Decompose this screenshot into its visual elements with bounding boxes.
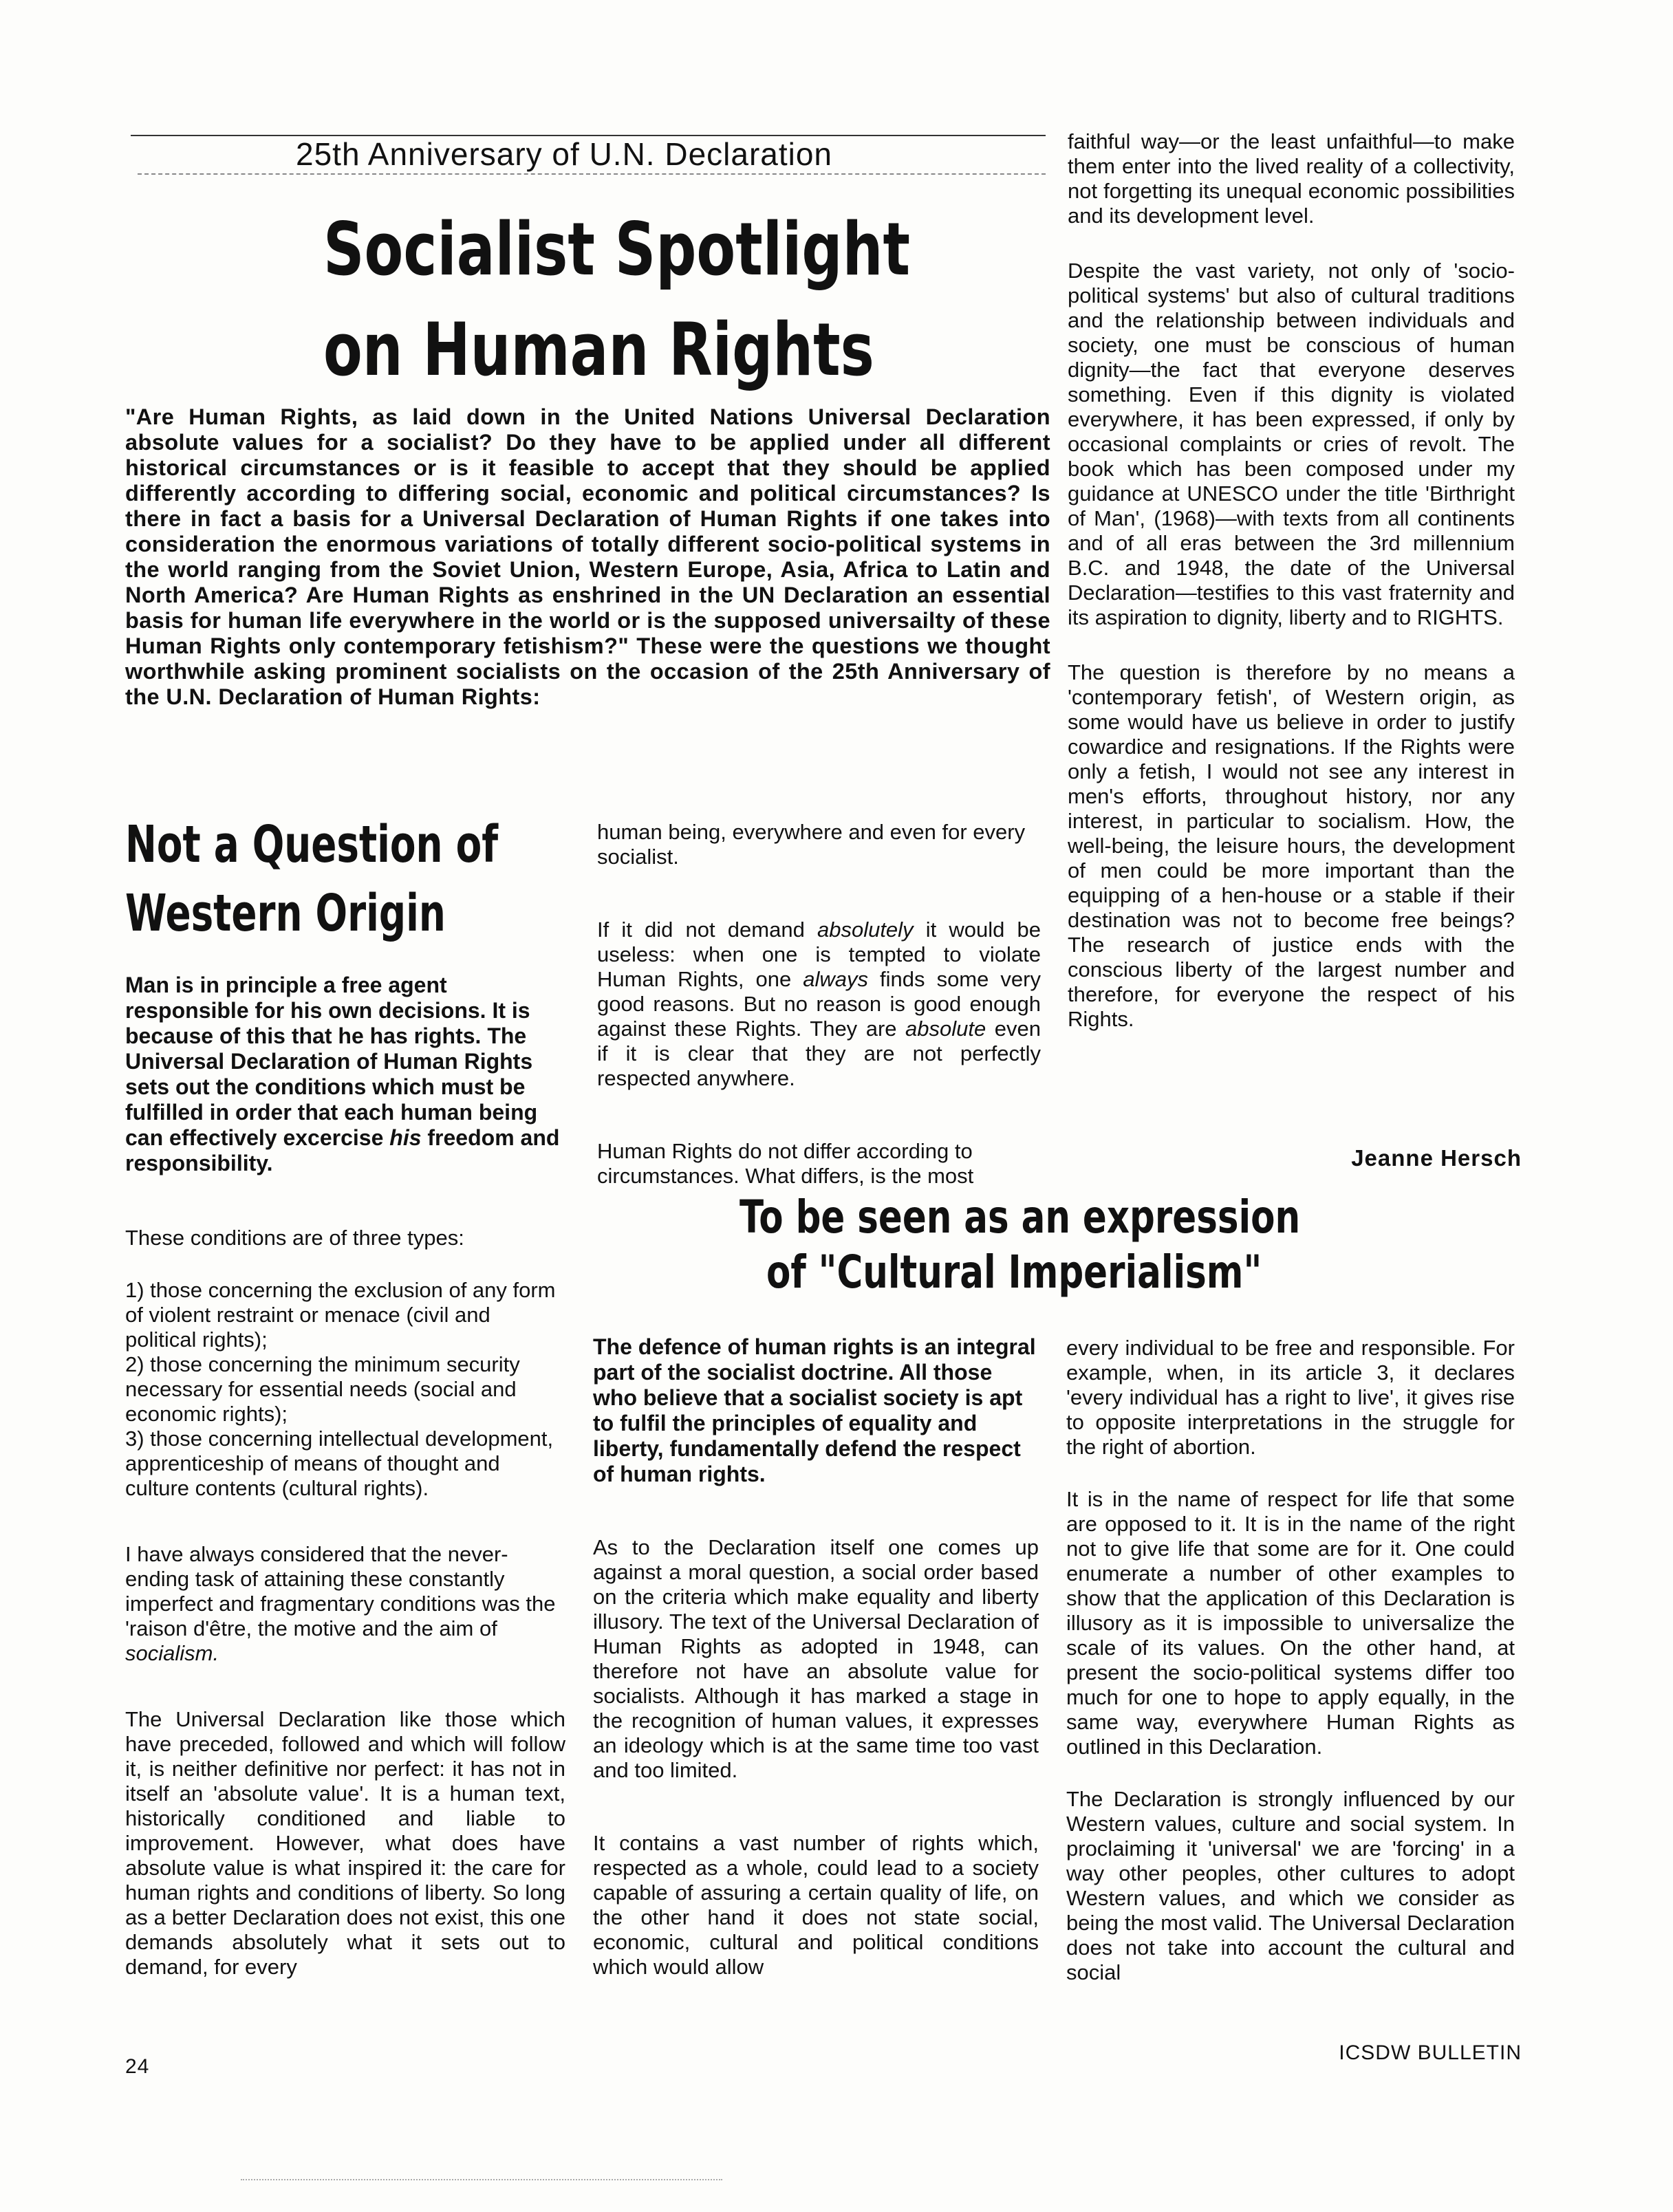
paragraph-universal-declaration: The Universal Declaration like those which have preceded, followed and which will follow it, is neither definitive nor perfect: it has not in itself an 'absolute value'. It is a human text, historically conditioned and liable to improvement. However, what does have absolute value is what inspired it: the care for human rights and conditions of liberty. So long as a better Declaration does not exist, this one demands absolutely what it sets out to demand, for every (125, 1707, 565, 1979)
article1-title-line-1: Not a Question of (125, 815, 499, 874)
paragraph-despite: Despite the vast variety, not only of 'socio-political systems' but also of cultural traditions and the relationship between individuals and society, one must be conscious of human dignity—the fact that everyone deserves something. Even if this dignity is violated everywhere, it has been expressed, if only by occasional complaints or cries of revolt. The book which has been composed under my guidance at UNESCO under the title 'Birthright of Man', (1968)—with texts from all continents and of all eras between the 3rd millennium B.C. and 1948, the date of the Universal Declaration—testifies to this vast fraternity and its aspiration to dignity, liberty and to RIGHTS. (1068, 259, 1515, 629)
kicker-rule-bottom (138, 173, 1046, 175)
article1-lead: Man is in principle a free agent responsible for his own decisions. It is because of this that he has rights. The Universal Declaration of Human Rights sets out the conditions which must be fulfilled in order that each human being can effectively excercise his freedom and responsibility. (125, 973, 560, 1175)
paragraph-socialism: I have always considered that the never-ending task of attaining these constantly imperfect and fragmentary conditions was the 'raison d'être, the motive and the aim of socialism. (125, 1542, 556, 1665)
list-item: 1) those concerning the exclusion of any form of violent restraint or menace (civil and political rights); (125, 1278, 556, 1352)
page-number: 24 (125, 2055, 150, 2078)
headline-line-2: on Human Rights (323, 307, 874, 392)
article1-title (125, 810, 498, 948)
page-headline (323, 199, 911, 400)
conditions-intro: These conditions are of three types: (125, 1226, 464, 1250)
intro-paragraph: "Are Human Rights, as laid down in the United Nations Universal Declaration absolute values for a socialist? Do they have to be applied under all different historical circumstances or is it feasible to accept that they should be applied differently according to differing social, economic and political circumstances? Is there in fact a basis for a Universal Declaration of Human Rights if one takes into consideration the enormous variations of totally different socio-political systems in the world ranging from the Soviet Union, Western Europe, Asia, Africa to Latin and North America? Are Human Rights as enshrined in the UN Declaration an essential basis for human life everywhere in the world or is the supposed universailty of these Human Rights only contemporary fetishism?" These were the questions we thought worthwhile asking prominent socialists on the occasion of the 25th Anniversary of the U.N. Declaration of Human Rights: (125, 404, 1050, 709)
kicker-title: 25th Anniversary of U.N. Declaration (296, 136, 833, 172)
article1-column-2 (597, 820, 1041, 1189)
article1-column-1 (125, 973, 565, 1980)
paragraph-declaration-itself: As to the Declaration itself one comes up against a moral question, a social order based on the criteria which make equality and liberty illusory. The text of the Universal Declaration of Human Rights as adopted in 1948, can therefore not have an absolute value for socialists. Although it has marked a stage in the recognition of human values, it expresses an ideology which is at the same time too vast and too limited. (593, 1535, 1039, 1782)
bottom-scan-rule (241, 2179, 722, 2180)
paragraph-western-influence: The Declaration is strongly influenced by our Western values, culture and social system. In proclaiming it 'universal' we are 'forcing' in a way other peoples, other cultures to adopt Western values, and which we consider as being the most valid. The Universal Declaration does not take into account the cultural and social (1066, 1787, 1515, 1984)
paragraph-question: The question is therefore by no means a 'contemporary fetish', of Western origin, as some would have us believe in order to justify cowardice and resignations. If the Rights were only a fetish, I would not see any interest in men's efforts, throughout history, nor any interest, in particular to socialism. How, the well-being, the leisure hours, the development of men could be more important than the equipping of a hen-house or a stable if their destination was not to become free beings? The research of justice ends with the conscious liberty of the largest number and therefore, for everyone the respect of his Rights. (1068, 660, 1515, 1031)
conditions-list (125, 1278, 565, 1501)
article2-title-line-2: of "Cultural Imperialism" (766, 1246, 1262, 1299)
paragraph-absolutely: If it did not demand absolutely it would be useless: when one is tempted to violate Human Rights, one always finds some very good reasons. But no reason is good enough against these Rights. They are absolute even if it is clear that they are not perfectly respected anywhere. (597, 918, 1041, 1090)
article2-column-1 (593, 1334, 1039, 1980)
list-item: 2) those concerning the minimum security necessary for essential needs (social and economic rights); (125, 1352, 520, 1426)
headline-line-1: Socialist Spotlight (323, 207, 911, 292)
article2-column-2 (1066, 1336, 1515, 1985)
paragraph-respect-for-life: It is in the name of respect for life that some are opposed to it. It is in the name of the right not to give life that some are for it. One could enumerate a number of other examples to show that the application of this Declaration is illusory as it is impossible to universalize the scale of its values. On the other hand, at present the socio-political systems differ too much for one to hope to apply equally, in the same way, everywhere Human Rights as outlined in this Declaration. (1066, 1487, 1515, 1759)
article2-title-line-1: To be seen as an expression (740, 1191, 1301, 1244)
article2-lead: The defence of human rights is an integral part of the socialist doctrine. All those who believe that a socialist society is apt to fulfil the principles of equality and liberty, fundamentally defend the respect of human rights. (593, 1334, 1036, 1486)
paragraph-faithful: faithful way—or the least unfaithful—to make them enter into the lived reality of a collectivity, not forgetting its unequal economic possibilities and its development level. (1068, 129, 1515, 228)
article1-title-line-2: Western Origin (125, 884, 446, 943)
paragraph-human-being: human being, everywhere and even for every socialist. (597, 820, 1026, 869)
article1-author: Jeanne Hersch (1351, 1145, 1522, 1171)
paragraph-vast-rights: It contains a vast number of rights which, respected as a whole, could lead to a society capable of assuring a certain quality of life, on the other hand it does not state social, economic, cultural and political conditions which would allow (593, 1831, 1039, 1979)
paragraph-differ: Human Rights do not differ according to circumstances. What differs, is the most (597, 1139, 974, 1188)
article1-column-3 (1068, 129, 1515, 1032)
list-item: 3) those concerning intellectual development, apprenticeship of means of thought and culture contents (cultural rights). (125, 1427, 554, 1500)
paragraph-every-individual: every individual to be free and responsible. For example, when, in its article 3, it declares 'every individual has a right to live', it gives rise to opposite interpretations in the struggle for the right of abortion. (1066, 1336, 1515, 1459)
publication-name: ICSDW BULLETIN (1339, 2041, 1522, 2064)
article2-title (740, 1190, 1300, 1300)
